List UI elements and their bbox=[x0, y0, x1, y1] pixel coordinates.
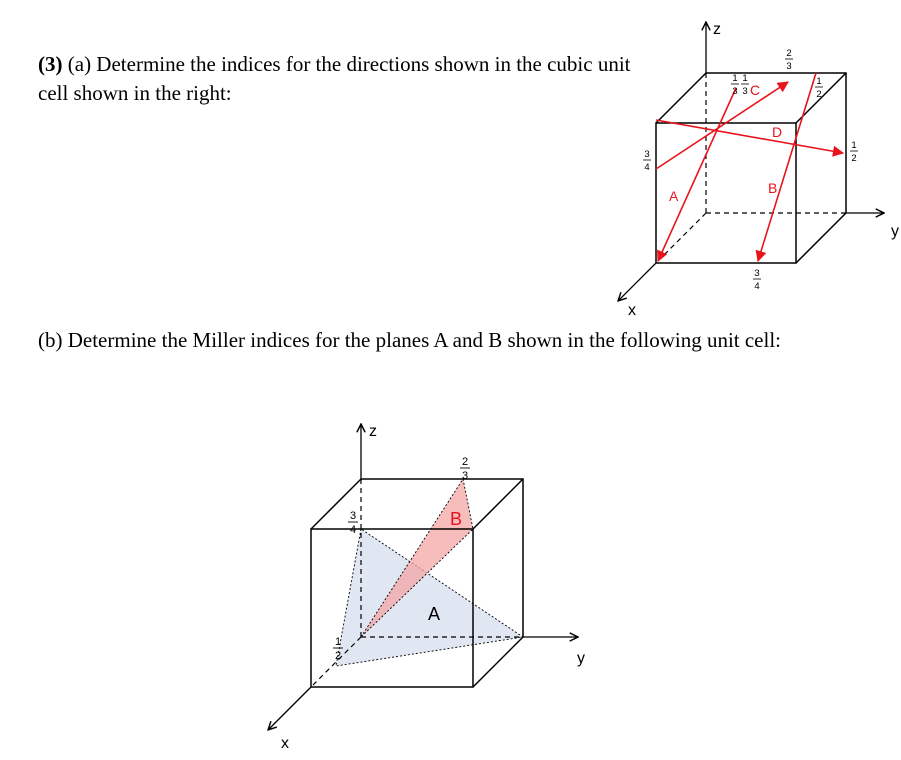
svg-text:1: 1 bbox=[816, 76, 822, 87]
vector-c-label: C bbox=[750, 82, 761, 98]
vector-a bbox=[658, 88, 736, 261]
fraction-three-quarters-bottom bbox=[753, 268, 761, 292]
plane-b-label: B bbox=[450, 509, 463, 529]
svg-text:3: 3 bbox=[754, 268, 760, 279]
svg-text:1: 1 bbox=[851, 140, 857, 151]
y-axis-label-planes: y bbox=[577, 650, 585, 667]
plane-cube-figure bbox=[268, 423, 585, 752]
svg-text:2: 2 bbox=[334, 650, 342, 662]
x-axis bbox=[618, 263, 656, 301]
svg-text:1: 1 bbox=[334, 636, 342, 648]
svg-text:3: 3 bbox=[644, 149, 650, 160]
fraction-third-2 bbox=[741, 73, 749, 97]
vector-b bbox=[758, 73, 816, 261]
y-axis-label: y bbox=[891, 223, 899, 240]
question-part-b: (b) Determine the Miller indices for the planes A and B shown in the following unit cell: bbox=[38, 328, 782, 352]
question-number: (3) bbox=[38, 52, 63, 76]
z-axis-label: z bbox=[713, 21, 721, 38]
fraction-half-right bbox=[850, 140, 858, 164]
svg-text:3: 3 bbox=[732, 86, 738, 97]
svg-text:1: 1 bbox=[732, 73, 738, 84]
plane-a-label: A bbox=[428, 604, 441, 624]
part-a-text: (a) Determine the indices for the directions shown in the cubic unit cell shown in the right: bbox=[38, 52, 631, 105]
vector-b-label: B bbox=[768, 180, 778, 196]
x-axis-label: x bbox=[628, 302, 636, 319]
svg-text:2: 2 bbox=[461, 456, 469, 468]
z-axis-label-planes: z bbox=[369, 423, 377, 440]
fraction-two-thirds-planes bbox=[460, 456, 470, 482]
x-axis-planes bbox=[268, 687, 311, 730]
svg-text:3: 3 bbox=[742, 86, 748, 97]
svg-text:3: 3 bbox=[786, 61, 792, 72]
svg-text:4: 4 bbox=[754, 281, 760, 292]
direction-cube-figure bbox=[618, 21, 899, 319]
svg-text:1: 1 bbox=[742, 73, 748, 84]
svg-text:3: 3 bbox=[461, 470, 469, 482]
svg-text:4: 4 bbox=[349, 524, 357, 536]
svg-text:2: 2 bbox=[786, 48, 792, 59]
vector-c bbox=[656, 82, 788, 169]
fraction-three-quarters-planes bbox=[348, 510, 358, 536]
fraction-two-thirds bbox=[785, 48, 793, 72]
svg-text:4: 4 bbox=[644, 162, 650, 173]
svg-text:3: 3 bbox=[349, 510, 357, 522]
svg-text:2: 2 bbox=[851, 153, 857, 164]
direction-vectors bbox=[656, 73, 843, 261]
vector-d bbox=[656, 120, 843, 153]
vector-d-label: D bbox=[772, 124, 783, 140]
x-axis-label-planes: x bbox=[281, 735, 289, 752]
svg-text:2: 2 bbox=[816, 89, 822, 100]
fraction-third-1 bbox=[731, 73, 739, 97]
fraction-three-quarters-left bbox=[643, 149, 651, 173]
vector-a-label: A bbox=[669, 188, 679, 204]
